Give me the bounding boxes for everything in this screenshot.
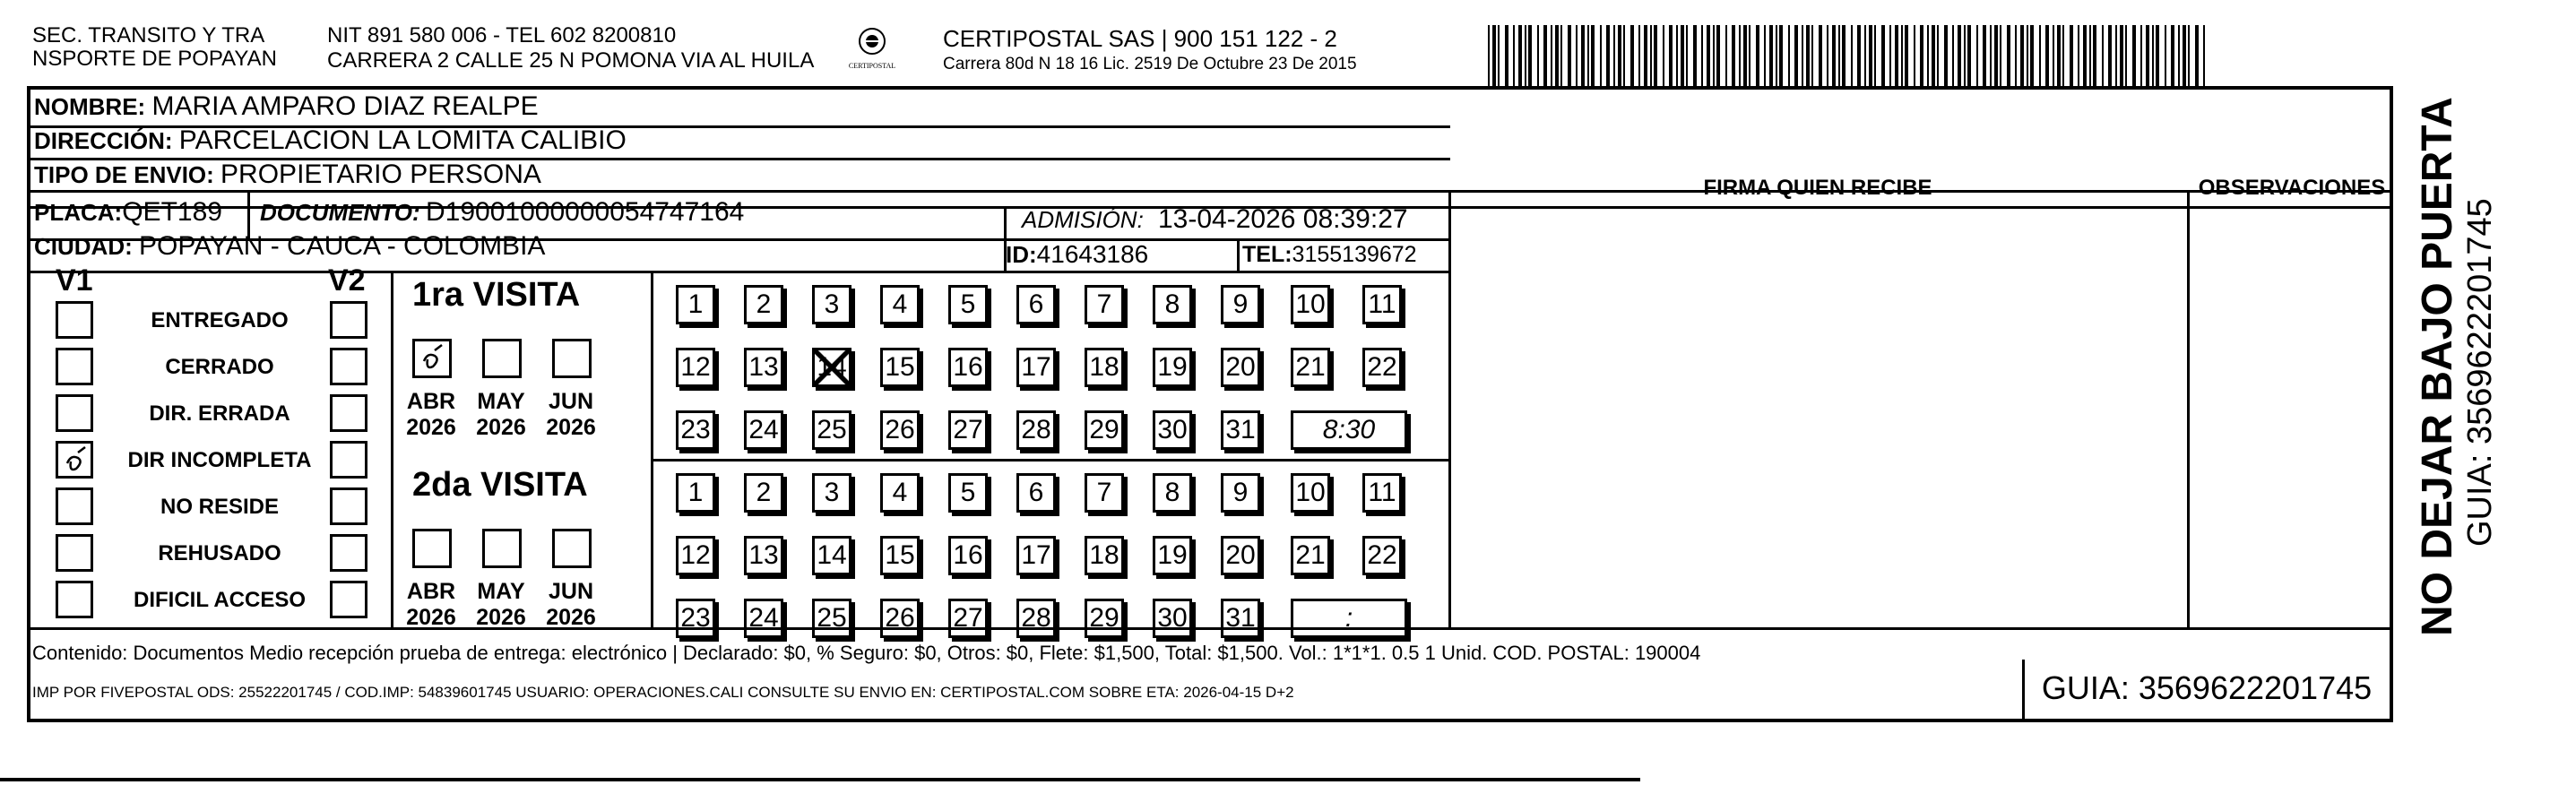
barcode-bar xyxy=(1920,25,1923,93)
barcode-bar xyxy=(2156,25,2159,93)
day-box[interactable]: 27 xyxy=(948,410,988,450)
month-checkbox[interactable] xyxy=(552,339,592,378)
day-box[interactable]: 6 xyxy=(1016,285,1056,324)
direccion-value: PARCELACION LA LOMITA CALIBIO xyxy=(178,125,627,155)
barcode-bar xyxy=(1644,25,1647,93)
month-label xyxy=(540,579,602,631)
id-value: 41643186 xyxy=(1036,240,1149,268)
barcode-bar xyxy=(2125,25,2127,93)
day-box[interactable]: 23 xyxy=(676,410,715,450)
day-box[interactable]: 26 xyxy=(880,410,920,450)
placa-label: PLACA: xyxy=(34,199,123,226)
barcode-bar xyxy=(1851,25,1853,93)
barcode-bar xyxy=(1638,25,1640,93)
day-box[interactable]: 10 xyxy=(1291,473,1330,513)
barcode-bar xyxy=(1964,25,1966,93)
day-box[interactable]: 8 xyxy=(1153,285,1192,324)
day-box[interactable]: 3 xyxy=(812,285,851,324)
barcode-bar xyxy=(2115,25,2117,93)
barcode-bar xyxy=(1623,25,1625,93)
day-box[interactable]: 5 xyxy=(948,285,988,324)
day-box[interactable]: 5 xyxy=(948,473,988,513)
barcode-bar xyxy=(1606,25,1610,93)
v2-checkbox[interactable] xyxy=(330,487,367,525)
footer-guia: GUIA: 3569622201745 xyxy=(2041,669,2373,706)
time-field[interactable]: 8:30 xyxy=(1291,410,1407,450)
day-box[interactable]: 9 xyxy=(1221,285,1260,324)
barcode-bar xyxy=(1895,25,1898,93)
observaciones-header: OBSERVACIONES xyxy=(2198,176,2386,200)
barcode-bar xyxy=(1905,25,1908,93)
carrier-name: CERTIPOSTAL SAS | 900 151 122 - 2 xyxy=(943,25,1337,52)
barcode-bar xyxy=(1707,25,1710,93)
barcode-bar xyxy=(2057,25,2061,93)
barcode-bar xyxy=(2007,25,2010,93)
v2-checkbox[interactable] xyxy=(330,534,367,572)
day-box[interactable]: 18 xyxy=(1085,536,1124,575)
footer-imp: IMP POR FIVEPOSTAL ODS: 25522201745 / COD.IMP: 54839601745 USUARIO: OPERACIONES.CALI CONSULTE SU ENVIO EN: CERTIPOSTAL.COM SOBRE ETA: 2026-04-15 D+2 xyxy=(32,684,1294,701)
tipo-label: TIPO DE ENVIO: xyxy=(34,161,214,188)
day-box[interactable]: 24 xyxy=(744,599,783,638)
day-box[interactable]: 12 xyxy=(676,536,715,575)
barcode-bar xyxy=(1600,25,1602,93)
admision-value: 13-04-2026 08:39:27 xyxy=(1158,204,1408,234)
tear-line xyxy=(0,778,1640,781)
barcode-bar xyxy=(1681,25,1684,93)
day-box[interactable]: 6 xyxy=(1016,473,1056,513)
barcode-bar xyxy=(2171,25,2174,93)
barcode-bar xyxy=(1613,25,1615,93)
v2-checkbox[interactable] xyxy=(330,581,367,618)
barcode-bar xyxy=(1889,25,1891,93)
footer-contenido: Contenido: Documentos Medio recepción prueba de entrega: electrónico | Declarado: $0, % Seguro: $0, Otros: $0, Flete: $1,500, Total: $1,500. Vol.: 1*1*1. 0.5 1 Unid. COD. POSTAL: 190004 xyxy=(32,642,1701,664)
barcode-bar xyxy=(1779,25,1783,93)
day-box[interactable]: 19 xyxy=(1153,536,1192,575)
day-box[interactable]: 13 xyxy=(744,536,783,575)
month-label xyxy=(470,579,532,631)
barcode-bar xyxy=(1650,25,1652,93)
day-box[interactable]: 25 xyxy=(812,410,851,450)
v2-checkbox[interactable] xyxy=(330,301,367,339)
barcode-bar xyxy=(1663,25,1664,93)
v1-checkbox[interactable] xyxy=(56,487,93,525)
logo-text: CERTIPOSTAL xyxy=(848,62,896,70)
barcode-bar xyxy=(1618,25,1621,93)
reason-label: ENTREGADO xyxy=(151,308,289,332)
day-box[interactable]: 18 xyxy=(1085,348,1124,387)
v1-checkbox[interactable] xyxy=(56,301,93,339)
day-box[interactable]: 22 xyxy=(1362,536,1402,575)
barcode-bar xyxy=(1881,25,1885,93)
barcode-bar xyxy=(1576,25,1578,93)
sender-nit: NIT 891 580 006 - TEL 602 8200810 xyxy=(327,23,677,47)
ciudad-label: CIUDAD: xyxy=(34,233,133,260)
day-box[interactable]: 20 xyxy=(1221,348,1260,387)
month-checkbox[interactable] xyxy=(412,529,452,568)
barcode-bar xyxy=(2039,25,2041,93)
barcode-bar xyxy=(1560,25,1562,93)
barcode-bar xyxy=(1505,25,1508,93)
barcode-bar xyxy=(2146,25,2149,93)
barcode-bar xyxy=(1794,25,1798,93)
admision-label: ADMISIÓN: xyxy=(1022,206,1144,233)
sender-line-2: NSPORTE DE POPAYAN xyxy=(32,47,277,71)
day-box[interactable]: 7 xyxy=(1085,285,1124,324)
barcode-bar xyxy=(1713,25,1715,93)
day-box[interactable]: 1 xyxy=(676,473,715,513)
month-checkbox[interactable] xyxy=(552,529,592,568)
barcode-bar xyxy=(1669,25,1673,93)
visit1-title: 1ra VISITA xyxy=(412,276,581,314)
nombre-label: NOMBRE: xyxy=(34,93,146,120)
barcode-bar xyxy=(1788,25,1790,93)
barcode-bar xyxy=(2152,25,2154,93)
barcode-bar xyxy=(1716,25,1720,93)
day-box[interactable]: 19 xyxy=(1153,348,1192,387)
reason-label: DIFICIL ACCESO xyxy=(133,588,306,612)
barcode-bar xyxy=(1901,25,1903,93)
month-label xyxy=(540,389,602,441)
day-box[interactable]: 11 xyxy=(1362,285,1402,324)
barcode-bar xyxy=(2027,25,2028,93)
barcode-bar xyxy=(1932,25,1935,93)
barcode-bar xyxy=(1525,25,1526,93)
barcode-bar xyxy=(1927,25,1929,93)
month-year: 2026 xyxy=(476,414,526,440)
barcode-bar xyxy=(2093,25,2096,93)
barcode-bar xyxy=(1756,25,1759,93)
barcode-bar xyxy=(1581,25,1585,93)
day-box[interactable]: 29 xyxy=(1085,599,1124,638)
day-box[interactable]: 17 xyxy=(1016,536,1056,575)
barcode-bar xyxy=(2195,25,2199,93)
barcode-bar xyxy=(2078,25,2079,93)
barcode xyxy=(1488,25,2214,93)
barcode-bar xyxy=(2020,25,2024,93)
month-name: ABR xyxy=(406,389,456,414)
barcode-bar xyxy=(2045,25,2049,93)
day-box[interactable]: 13 xyxy=(744,348,783,387)
ciudad-value: POPAYAN - CAUCA - COLOMBIA xyxy=(139,231,546,261)
v2-checkbox[interactable] xyxy=(330,394,367,432)
barcode-bar xyxy=(2030,25,2034,93)
reason-label: DIR. ERRADA xyxy=(149,401,290,426)
day-box[interactable]: 28 xyxy=(1016,410,1056,450)
day-box[interactable]: 28 xyxy=(1016,599,1056,638)
barcode-bar xyxy=(1693,25,1697,93)
month-year: 2026 xyxy=(406,414,456,440)
barcode-bar xyxy=(1976,25,1978,93)
reason-label: DIR INCOMPLETA xyxy=(127,448,312,472)
side-panel xyxy=(2402,97,2510,645)
barcode-bar xyxy=(2062,25,2064,93)
barcode-bar xyxy=(1764,25,1766,93)
barcode-bar xyxy=(1857,25,1861,93)
barcode-bar xyxy=(1811,25,1813,93)
carrier-license: Carrera 80d N 18 16 Lic. 2519 De Octubre 23 De 2015 xyxy=(943,55,1357,73)
day-box[interactable]: 21 xyxy=(1291,536,1330,575)
day-box[interactable]: 15 xyxy=(880,348,920,387)
barcode-bar xyxy=(2102,25,2104,93)
barcode-bar xyxy=(1725,25,1727,93)
firma-header: FIRMA QUIEN RECIBE xyxy=(1703,176,1932,200)
month-year: 2026 xyxy=(546,414,596,440)
day-box[interactable]: 15 xyxy=(880,536,920,575)
barcode-bar xyxy=(1739,25,1741,93)
v1-checkbox[interactable] xyxy=(56,394,93,432)
barcode-bar xyxy=(1832,25,1836,93)
barcode-bar xyxy=(1528,25,1532,93)
nombre-value: MARIA AMPARO DIAZ REALPE xyxy=(151,91,539,121)
barcode-bar xyxy=(2053,25,2054,93)
barcode-bar xyxy=(1806,25,1810,93)
tipo-value: PROPIETARIO PERSONA xyxy=(220,160,541,189)
barcode-bar xyxy=(1967,25,1971,93)
barcode-bar xyxy=(1802,25,1803,93)
visit2-title: 2da VISITA xyxy=(412,466,588,504)
v2-header: V2 xyxy=(328,263,366,298)
barcode-bar xyxy=(1537,25,1539,93)
month-name: MAY xyxy=(477,389,525,414)
barcode-bar xyxy=(2089,25,2091,93)
day-box[interactable]: 2 xyxy=(744,285,783,324)
barcode-bar xyxy=(1498,25,1500,93)
day-box[interactable]: 30 xyxy=(1153,410,1192,450)
barcode-bar xyxy=(1769,25,1773,93)
month-checkbox[interactable] xyxy=(482,529,522,568)
day-box[interactable]: 4 xyxy=(880,473,920,513)
barcode-bar xyxy=(1543,25,1547,93)
barcode-bar xyxy=(1914,25,1915,93)
barcode-bar xyxy=(2178,25,2180,93)
barcode-bar xyxy=(1676,25,1678,93)
day-box[interactable]: 3 xyxy=(812,473,851,513)
day-box[interactable]: 10 xyxy=(1291,285,1330,324)
barcode-bar xyxy=(2183,25,2186,93)
barcode-bar xyxy=(1492,25,1496,93)
barcode-bar xyxy=(2203,25,2205,93)
month-year: 2026 xyxy=(546,604,596,630)
day-box[interactable]: 31 xyxy=(1221,410,1260,450)
v1-checkbox[interactable] xyxy=(56,534,93,572)
barcode-bar xyxy=(1937,25,1939,93)
barcode-bar xyxy=(1568,25,1571,93)
day-box[interactable]: 31 xyxy=(1221,599,1260,638)
barcode-bar xyxy=(1952,25,1954,93)
day-box[interactable]: 21 xyxy=(1291,348,1330,387)
reason-label: NO RESIDE xyxy=(160,495,280,519)
barcode-bar xyxy=(2140,25,2142,93)
barcode-bar xyxy=(1842,25,1846,93)
v2-checkbox[interactable] xyxy=(330,348,367,385)
direccion-label: DIRECCIÓN: xyxy=(34,127,173,154)
v1-checkbox[interactable] xyxy=(56,348,93,385)
month-year: 2026 xyxy=(476,604,526,630)
barcode-bar xyxy=(2132,25,2136,93)
barcode-bar xyxy=(1513,25,1515,93)
v1-checkbox-checked[interactable] xyxy=(56,441,93,479)
reason-label: REHUSADO xyxy=(158,541,281,565)
day-box[interactable]: 2 xyxy=(744,473,783,513)
day-box[interactable]: 11 xyxy=(1362,473,1402,513)
barcode-bar xyxy=(1686,25,1688,93)
day-box[interactable]: 16 xyxy=(948,536,988,575)
day-box[interactable]: 24 xyxy=(744,410,783,450)
day-box[interactable]: 23 xyxy=(676,599,715,638)
day-box[interactable]: 1 xyxy=(676,285,715,324)
barcode-bar xyxy=(1701,25,1703,93)
barcode-bar xyxy=(1990,25,1992,93)
month-label xyxy=(400,389,462,441)
day-box[interactable]: 4 xyxy=(880,285,920,324)
v1-header: V1 xyxy=(56,263,93,298)
day-box[interactable]: 12 xyxy=(676,348,715,387)
barcode-bar xyxy=(1869,25,1872,93)
barcode-bar xyxy=(1630,25,1634,93)
signature-area[interactable] xyxy=(1452,210,2185,625)
day-box[interactable]: 26 xyxy=(880,599,920,638)
barcode-bar xyxy=(2120,25,2123,93)
month-year: 2026 xyxy=(406,604,456,630)
barcode-bar xyxy=(2108,25,2112,93)
observations-area[interactable] xyxy=(2191,210,2391,625)
barcode-bar xyxy=(2000,25,2001,93)
documento-value: D19001000000054747164 xyxy=(426,197,745,227)
month-name: ABR xyxy=(406,579,456,604)
barcode-bar xyxy=(1819,25,1822,93)
barcode-bar xyxy=(1654,25,1657,93)
barcode-bar xyxy=(1587,25,1589,93)
barcode-bar xyxy=(1551,25,1552,93)
barcode-bar xyxy=(1983,25,1986,93)
month-checkbox-checked[interactable] xyxy=(412,339,452,378)
day-box[interactable]: 7 xyxy=(1085,473,1124,513)
day-box[interactable]: 25 xyxy=(812,599,851,638)
day-box-marked[interactable]: 14 xyxy=(812,348,851,387)
reason-label: CERRADO xyxy=(165,355,274,379)
barcode-bar xyxy=(1555,25,1559,93)
day-box[interactable]: 16 xyxy=(948,348,988,387)
day-box[interactable]: 27 xyxy=(948,599,988,638)
time-field[interactable]: : xyxy=(1291,599,1407,638)
barcode-bar xyxy=(1776,25,1777,93)
barcode-bar xyxy=(1864,25,1866,93)
day-box[interactable]: 9 xyxy=(1221,473,1260,513)
barcode-bar xyxy=(1749,25,1750,93)
barcode-bar xyxy=(1732,25,1735,93)
barcode-bar xyxy=(1958,25,1961,93)
day-box[interactable]: 8 xyxy=(1153,473,1192,513)
barcode-bar xyxy=(1838,25,1840,93)
v1-checkbox[interactable] xyxy=(56,581,93,618)
barcode-bar xyxy=(2165,25,2166,93)
day-box[interactable]: 22 xyxy=(1362,348,1402,387)
barcode-bar xyxy=(1591,25,1595,93)
side-warning: NO DEJAR BAJO PUERTA xyxy=(2414,97,2461,636)
day-box[interactable]: 29 xyxy=(1085,410,1124,450)
month-checkbox[interactable] xyxy=(482,339,522,378)
barcode-bar xyxy=(2188,25,2190,93)
barcode-bar xyxy=(1994,25,1998,93)
sender-address: CARRERA 2 CALLE 25 N POMONA VIA AL HUILA xyxy=(327,48,815,73)
barcode-bar xyxy=(1827,25,1828,93)
barcode-bar xyxy=(1743,25,1747,93)
v2-checkbox[interactable] xyxy=(330,441,367,479)
tel-value: 3155139672 xyxy=(1292,242,1417,267)
sender-line-1: SEC. TRANSITO Y TRA xyxy=(32,23,265,47)
day-box[interactable]: 17 xyxy=(1016,348,1056,387)
month-name: JUN xyxy=(548,389,593,414)
month-name: MAY xyxy=(477,579,525,604)
documento-label: DOCUMENTO: xyxy=(260,199,420,226)
barcode-bar xyxy=(2070,25,2073,93)
barcode-bar xyxy=(1874,25,1876,93)
day-box[interactable]: 14 xyxy=(812,536,851,575)
month-label xyxy=(400,579,462,631)
id-label: ID: xyxy=(1006,241,1037,268)
day-box[interactable]: 30 xyxy=(1153,599,1192,638)
placa-value: QET189 xyxy=(122,197,222,227)
certipostal-logo xyxy=(843,25,902,75)
month-label xyxy=(470,389,532,441)
tel-label: TEL: xyxy=(1242,242,1292,267)
side-guia: GUIA: 3569622201745 xyxy=(2461,198,2499,547)
barcode-bar xyxy=(1488,25,1490,93)
month-name: JUN xyxy=(548,579,593,604)
barcode-bar xyxy=(1944,25,1948,93)
day-box[interactable]: 20 xyxy=(1221,536,1260,575)
barcode-bar xyxy=(2083,25,2087,93)
barcode-bar xyxy=(1518,25,1522,93)
barcode-bar xyxy=(2015,25,2017,93)
